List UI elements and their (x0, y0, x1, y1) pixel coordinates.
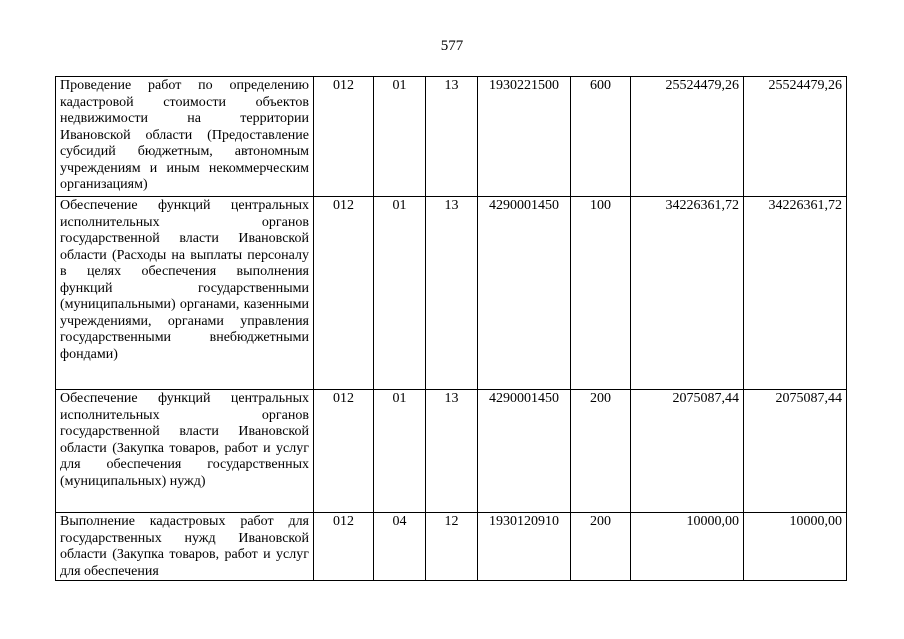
ministry-code: 012 (314, 390, 374, 513)
target-article-code: 1930120910 (478, 513, 571, 581)
section-code: 01 (374, 390, 426, 513)
row-description: Обеспечение функций центральных исполнительных органов государственной власти Ивановской области (Расходы на выплаты персоналу в целях обеспечения выполнения функций государственными (муниципальными) органами, казенными учреждениями, органами управления государственными внебюджетными фондами) (56, 197, 314, 390)
row-description: Обеспечение функций центральных исполнительных органов государственной власти Ивановской области (Закупка товаров, работ и услуг для обеспечения государственных (муниципальных) нужд) (56, 390, 314, 513)
target-article-code: 1930221500 (478, 77, 571, 197)
row-description: Проведение работ по определению кадастровой стоимости объектов недвижимости на территории Ивановской области (Предоставление субсидий бюджетным, автономным учреждениям и иным некоммерческим организациям) (56, 77, 314, 197)
row-description: Выполнение кадастровых работ для государственных нужд Ивановской области (Закупка товаров, работ и услуг для обеспечения (56, 513, 314, 581)
ministry-code: 012 (314, 197, 374, 390)
amount-second-year: 2075087,44 (744, 390, 847, 513)
subsection-code: 12 (426, 513, 478, 581)
expense-type-code: 200 (571, 513, 631, 581)
amount-first-year: 34226361,72 (631, 197, 744, 390)
amount-second-year: 10000,00 (744, 513, 847, 581)
ministry-code: 012 (314, 77, 374, 197)
target-article-code: 4290001450 (478, 390, 571, 513)
amount-second-year: 34226361,72 (744, 197, 847, 390)
section-code: 01 (374, 77, 426, 197)
subsection-code: 13 (426, 197, 478, 390)
target-article-code: 4290001450 (478, 197, 571, 390)
amount-first-year: 10000,00 (631, 513, 744, 581)
table-row (56, 77, 847, 197)
expense-type-code: 100 (571, 197, 631, 390)
page-number: 577 (440, 38, 464, 54)
subsection-code: 13 (426, 390, 478, 513)
amount-first-year: 25524479,26 (631, 77, 744, 197)
table-row (56, 513, 847, 581)
ministry-code: 012 (314, 513, 374, 581)
expense-type-code: 200 (571, 390, 631, 513)
subsection-code: 13 (426, 77, 478, 197)
table-row (56, 390, 847, 513)
amount-second-year: 25524479,26 (744, 77, 847, 197)
section-code: 01 (374, 197, 426, 390)
table-row (56, 197, 847, 390)
expense-type-code: 600 (571, 77, 631, 197)
budget-table (55, 76, 847, 581)
section-code: 04 (374, 513, 426, 581)
amount-first-year: 2075087,44 (631, 390, 744, 513)
